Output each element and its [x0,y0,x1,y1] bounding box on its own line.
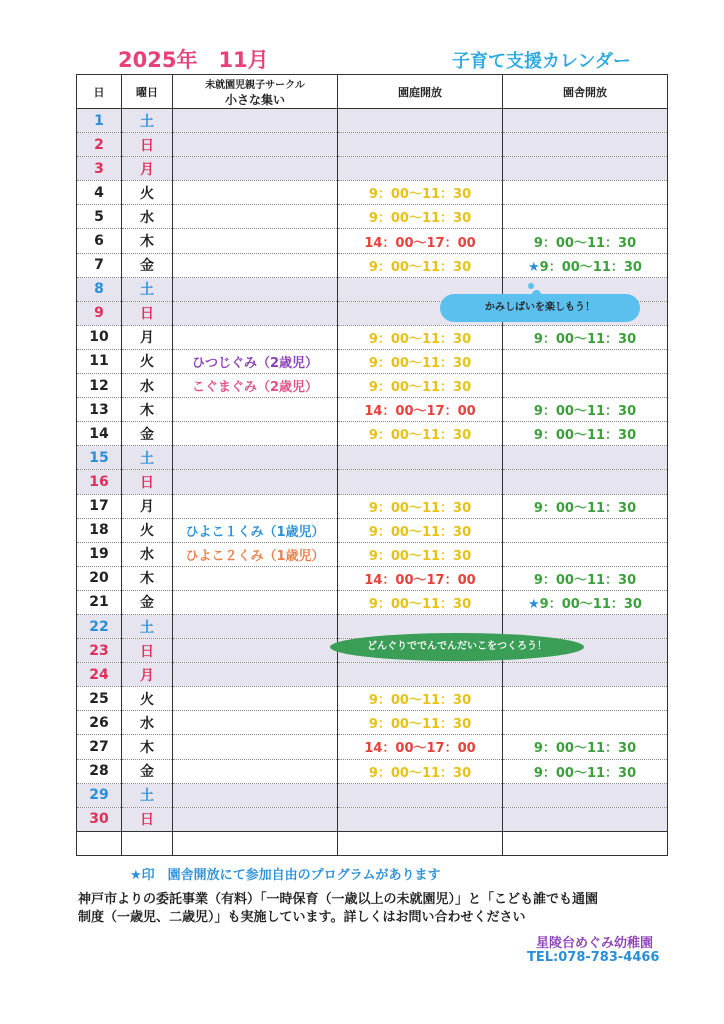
circle-cell [173,639,338,663]
calendar-row [77,253,668,277]
building-cell [503,663,668,687]
garden-cell: 9：00～11：30 [338,205,503,229]
circle-cell [173,422,338,446]
calendar-row [77,422,668,446]
info-line-1: 神戸市よりの委託事業（有料）「一時保育（一歳以上の未就園児）」と「こども誰でも通園 [78,892,599,907]
garden-cell [338,109,503,133]
day-cell: 30 [77,807,122,831]
garden-cell: 9：00～11：30 [338,494,503,518]
calendar-body [77,109,668,832]
blank-row [77,831,668,855]
circle-cell [173,398,338,422]
circle-cell [173,301,338,325]
weekday-cell: 木 [122,398,173,422]
circle-cell [173,687,338,711]
weekday-cell: 日 [122,470,173,494]
weekday-cell: 金 [122,422,173,446]
day-cell: 27 [77,735,122,759]
header-row [77,75,668,109]
calendar-row [77,542,668,566]
building-time: 9：00～11：30 [533,741,637,757]
calendar-row [77,205,668,229]
weekday-cell: 日 [122,807,173,831]
phone-number: TEL:078-783-4466 [527,950,660,965]
kamishibai-bubble [440,294,640,322]
star-note: ★印 園舎開放にて参加自由のプログラムがあります [130,868,441,883]
garden-cell [338,807,503,831]
calendar-row [77,614,668,638]
circle-cell: ひつじぐみ（2歳児） [173,349,338,373]
weekday-cell: 水 [122,205,173,229]
col-building: 園舎開放 [503,75,668,109]
weekday-cell: 日 [122,301,173,325]
weekday-cell: 日 [122,133,173,157]
school-name: 星陵台めぐみ幼稚園 [536,936,654,951]
day-cell: 23 [77,639,122,663]
weekday-cell: 水 [122,374,173,398]
calendar-row [77,398,668,422]
year-month-heading: 2025年 11月 [118,48,269,72]
star-icon: ★ [528,259,540,275]
weekday-cell: 月 [122,663,173,687]
calendar-row [77,325,668,349]
day-cell: 29 [77,783,122,807]
garden-cell: 9：00～11：30 [338,711,503,735]
circle-cell [173,590,338,614]
building-cell [503,542,668,566]
weekday-cell: 木 [122,229,173,253]
circle-cell [173,205,338,229]
calendar-row [77,687,668,711]
garden-cell: 9：00～11：30 [338,422,503,446]
circle-cell [173,181,338,205]
info-line-2: 制度（一歳児、二歳児）」も実施しています。詳しくはお問い合わせください [78,910,526,925]
garden-cell: 9：00～11：30 [338,759,503,783]
circle-cell [173,735,338,759]
calendar-row [77,494,668,518]
weekday-cell: 土 [122,277,173,301]
building-time: 9：00～11：30 [533,331,637,347]
circle-cell [173,325,338,349]
circle-cell [173,759,338,783]
weekday-cell: 金 [122,759,173,783]
weekday-cell: 土 [122,614,173,638]
day-cell: 18 [77,518,122,542]
building-cell [503,735,668,759]
building-cell [503,566,668,590]
building-cell [503,783,668,807]
day-cell: 25 [77,687,122,711]
garden-cell: 14：00～17：00 [338,566,503,590]
day-cell: 3 [77,157,122,181]
weekday-cell: 水 [122,542,173,566]
garden-cell: 14：00～17：00 [338,229,503,253]
calendar-title: 子育て支援カレンダー [452,51,631,72]
building-cell [503,687,668,711]
weekday-cell: 水 [122,711,173,735]
weekday-cell: 月 [122,157,173,181]
building-cell [503,229,668,253]
building-cell [503,349,668,373]
garden-cell [338,470,503,494]
day-cell: 12 [77,374,122,398]
day-cell: 2 [77,133,122,157]
weekday-cell: 土 [122,109,173,133]
weekday-cell: 火 [122,181,173,205]
building-cell [503,181,668,205]
day-cell: 7 [77,253,122,277]
garden-cell [338,133,503,157]
circle-cell [173,566,338,590]
building-time: 9：00～11：30 [533,500,637,516]
circle-cell [173,109,338,133]
weekday-cell: 月 [122,494,173,518]
weekday-cell: 木 [122,735,173,759]
calendar-row [77,109,668,133]
calendar-row [77,374,668,398]
calendar-row [77,807,668,831]
circle-cell: ひよこ１くみ（1歳児） [173,518,338,542]
circle-cell [173,277,338,301]
col-circle [173,75,338,109]
calendar-row [77,349,668,373]
day-cell: 20 [77,566,122,590]
day-cell: 28 [77,759,122,783]
building-cell [503,325,668,349]
calendar-row [77,446,668,470]
building-cell [503,422,668,446]
col-garden: 園庭開放 [338,75,503,109]
day-cell: 21 [77,590,122,614]
day-cell: 11 [77,349,122,373]
calendar-row [77,783,668,807]
weekday-cell: 火 [122,518,173,542]
building-time: 9：00～11：30 [539,596,642,612]
day-cell: 14 [77,422,122,446]
weekday-cell: 火 [122,349,173,373]
building-time: 9：00～11：30 [533,572,637,588]
building-time: 9：00～11：30 [533,765,637,781]
building-cell [503,205,668,229]
garden-cell: 9：00～11：30 [338,349,503,373]
circle-cell [173,470,338,494]
building-cell [503,398,668,422]
weekday-cell: 月 [122,325,173,349]
col-circle-line2: 小さな集い [224,92,285,107]
building-cell [503,253,668,277]
kamishibai-text: かみしばいを楽しもう！ [485,302,595,313]
weekday-cell: 金 [122,253,173,277]
building-cell [503,711,668,735]
calendar-row [77,759,668,783]
circle-cell: ひよこ２くみ（1歳児） [173,542,338,566]
calendar-row [77,470,668,494]
weekday-cell: 火 [122,687,173,711]
circle-cell [173,494,338,518]
day-cell: 16 [77,470,122,494]
day-cell: 4 [77,181,122,205]
garden-cell: 9：00～11：30 [338,325,503,349]
weekday-cell: 金 [122,590,173,614]
day-cell: 10 [77,325,122,349]
weekday-cell: 木 [122,566,173,590]
building-cell [503,759,668,783]
donguri-text: どんぐりででんでんだいこをつくろう！ [367,641,547,652]
circle-cell [173,807,338,831]
circle-cell [173,253,338,277]
calendar-row [77,663,668,687]
calendar-row [77,518,668,542]
circle-cell [173,157,338,181]
day-cell: 15 [77,446,122,470]
circle-cell [173,614,338,638]
circle-cell [173,133,338,157]
weekday-cell: 土 [122,783,173,807]
circle-cell: こぐまぐみ（2歳児） [173,374,338,398]
day-cell: 9 [77,301,122,325]
building-time: 9：00～11：30 [539,259,642,275]
calendar-row [77,566,668,590]
circle-cell [173,663,338,687]
building-cell [503,157,668,181]
day-cell: 24 [77,663,122,687]
circle-cell [173,783,338,807]
day-cell: 13 [77,398,122,422]
building-cell [503,494,668,518]
day-cell: 1 [77,109,122,133]
building-time: 9：00～11：30 [533,404,637,420]
garden-cell: 14：00～17：00 [338,398,503,422]
garden-cell: 9：00～11：30 [338,181,503,205]
building-cell [503,470,668,494]
building-cell [503,807,668,831]
calendar-row [77,181,668,205]
garden-cell: 9：00～11：30 [338,590,503,614]
garden-cell [338,446,503,470]
calendar-row [77,735,668,759]
circle-cell [173,711,338,735]
garden-cell: 9：00～11：30 [338,374,503,398]
day-cell: 8 [77,277,122,301]
building-cell [503,518,668,542]
building-time: 9：00～11：30 [533,235,637,251]
building-cell [503,374,668,398]
col-weekday: 曜日 [122,75,173,109]
garden-cell [338,663,503,687]
col-circle-line1: 未就園児親子サークル [205,79,305,91]
building-cell [503,590,668,614]
building-cell [503,133,668,157]
star-icon: ★ [528,596,540,612]
garden-cell: 9：00～11：30 [338,253,503,277]
garden-cell: 14：00～17：00 [338,735,503,759]
weekday-cell: 日 [122,639,173,663]
calendar-row [77,590,668,614]
garden-cell: 9：00～11：30 [338,542,503,566]
donguri-bubble [330,633,584,661]
weekday-cell: 土 [122,446,173,470]
garden-cell [338,157,503,181]
day-cell: 19 [77,542,122,566]
calendar-table [76,74,668,856]
day-cell: 17 [77,494,122,518]
day-cell: 6 [77,229,122,253]
building-time: 9：00～11：30 [533,428,637,444]
day-cell: 26 [77,711,122,735]
circle-cell [173,229,338,253]
day-cell: 5 [77,205,122,229]
calendar-row [77,229,668,253]
garden-cell: 9：00～11：30 [338,687,503,711]
calendar-row [77,157,668,181]
building-cell [503,446,668,470]
garden-cell [338,783,503,807]
building-cell [503,109,668,133]
calendar-row [77,711,668,735]
garden-cell: 9：00～11：30 [338,518,503,542]
circle-cell [173,446,338,470]
day-cell: 22 [77,614,122,638]
calendar-row [77,133,668,157]
col-day: 日 [77,75,122,109]
